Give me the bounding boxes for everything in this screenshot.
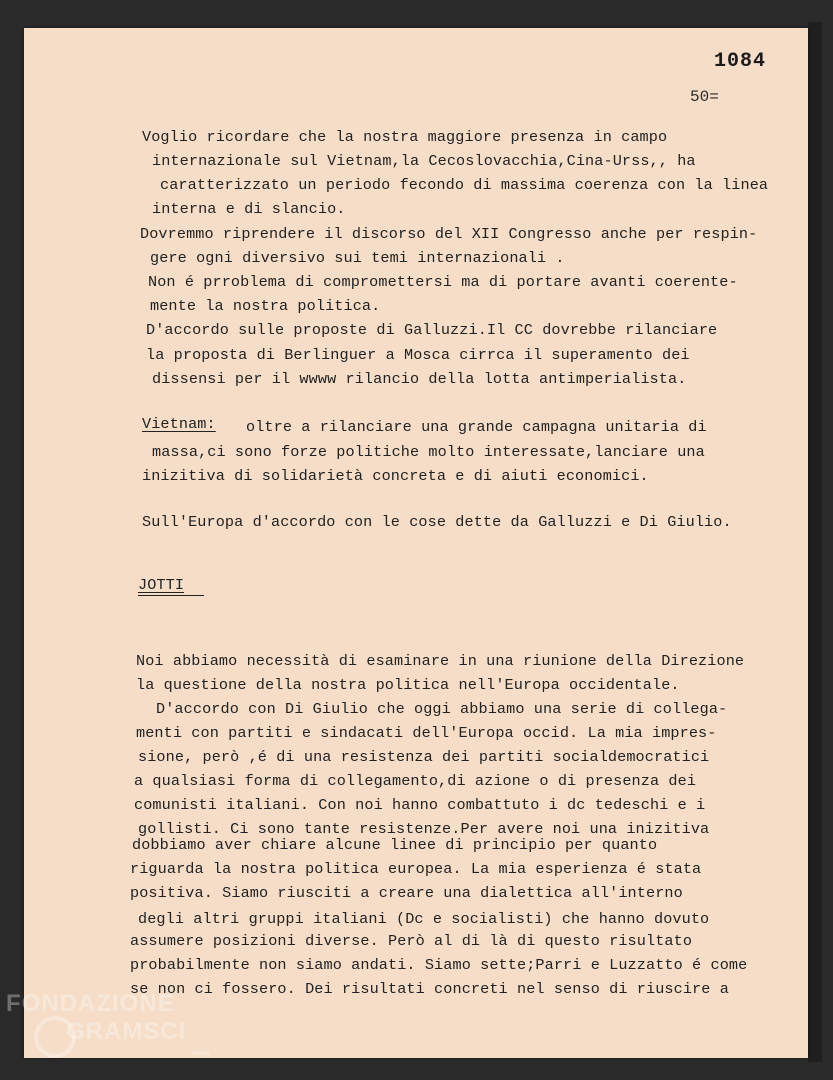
text-line: comunisti italiani. Con noi hanno combattuto i dc tedeschi e i <box>134 796 706 814</box>
text-line: massa,ci sono forze politiche molto interessate,lanciare una <box>152 443 705 461</box>
text-line: menti con partiti e sindacati dell'Europa occid. La mia impres- <box>136 724 717 742</box>
watermark-tag: onlus <box>192 1050 211 1057</box>
text-line: inizitiva di solidarietà concreta e di aiuti economici. <box>142 467 649 485</box>
text-line: dobbiamo aver chiare alcune linee di principio per quanto <box>132 836 658 854</box>
text-line: Non é prroblema di compromettersi ma di portare avanti coerente- <box>148 273 738 291</box>
text-line: la proposta di Berlinguer a Mosca cirrca il superamento dei <box>146 346 690 364</box>
text-line: se non ci fossero. Dei risultati concreti nel senso di riuscire a <box>130 980 729 998</box>
text-line: Noi abbiamo necessità di esaminare in una riunione della Direzione <box>136 652 745 670</box>
text-line: internazionale sul Vietnam,la Cecoslovacchia,Cina-Urss,, ha <box>152 152 696 170</box>
text-line: caratterizzato un periodo fecondo di massima coerenza con la linea <box>160 176 769 194</box>
text-line: D'accordo sulle proposte di Galluzzi.Il CC dovrebbe rilanciare <box>146 321 718 339</box>
text-line: positiva. Siamo riusciti a creare una dialettica all'interno <box>130 884 683 902</box>
text-line: degli altri gruppi italiani (Dc e socialisti) che hanno dovuto <box>138 910 710 928</box>
text-line: interna e di slancio. <box>152 200 346 218</box>
text-line: gollisti. Ci sono tante resistenze.Per avere noi una inizitiva <box>138 820 710 838</box>
text-line: riguarda la nostra politica europea. La mia esperienza é stata <box>130 860 702 878</box>
text-line: sione, però ,é di una resistenza dei partiti socialdemocratici <box>138 748 710 766</box>
europa-line: Sull'Europa d'accordo con le cose dette da Galluzzi e Di Giulio. <box>142 513 732 531</box>
text-line: gere ogni diversivo sui temi internazionali . <box>150 249 565 267</box>
text-line: la questione della nostra politica nell'Europa occidentale. <box>136 676 680 694</box>
text-line: D'accordo con Di Giulio che oggi abbiamo una serie di collega- <box>156 700 728 718</box>
binder-edge <box>808 22 822 1062</box>
vietnam-heading: Vietnam: <box>142 415 216 433</box>
text-line: dissensi per il wwww rilancio della lotta antimperialista. <box>152 370 687 388</box>
speaker-name: JOTTI <box>138 576 185 594</box>
text-line: probabilmente non siamo andati. Siamo sette;Parri e Luzzatto é come <box>130 956 748 974</box>
text-line: assumere posizioni diverse. Però al di là di questo risultato <box>130 932 693 950</box>
page-number: 1084 <box>714 50 767 73</box>
text-line: Voglio ricordare che la nostra maggiore presenza in campo <box>142 128 668 146</box>
speaker-underline <box>138 595 204 596</box>
text-line: Dovremmo riprendere il discorso del XII Congresso anche per respin- <box>140 225 758 243</box>
text-line: a qualsiasi forma di collegamento,di azione o di presenza dei <box>134 772 697 790</box>
watermark-line1: FONDAZIONE <box>6 990 175 1017</box>
page-subnumber: 50= <box>690 88 719 106</box>
text-line: mente la nostra politica. <box>150 297 381 315</box>
text-line: oltre a rilanciare una grande campagna unitaria di <box>246 418 707 436</box>
watermark-line2: GRAMSCI <box>66 1018 187 1045</box>
